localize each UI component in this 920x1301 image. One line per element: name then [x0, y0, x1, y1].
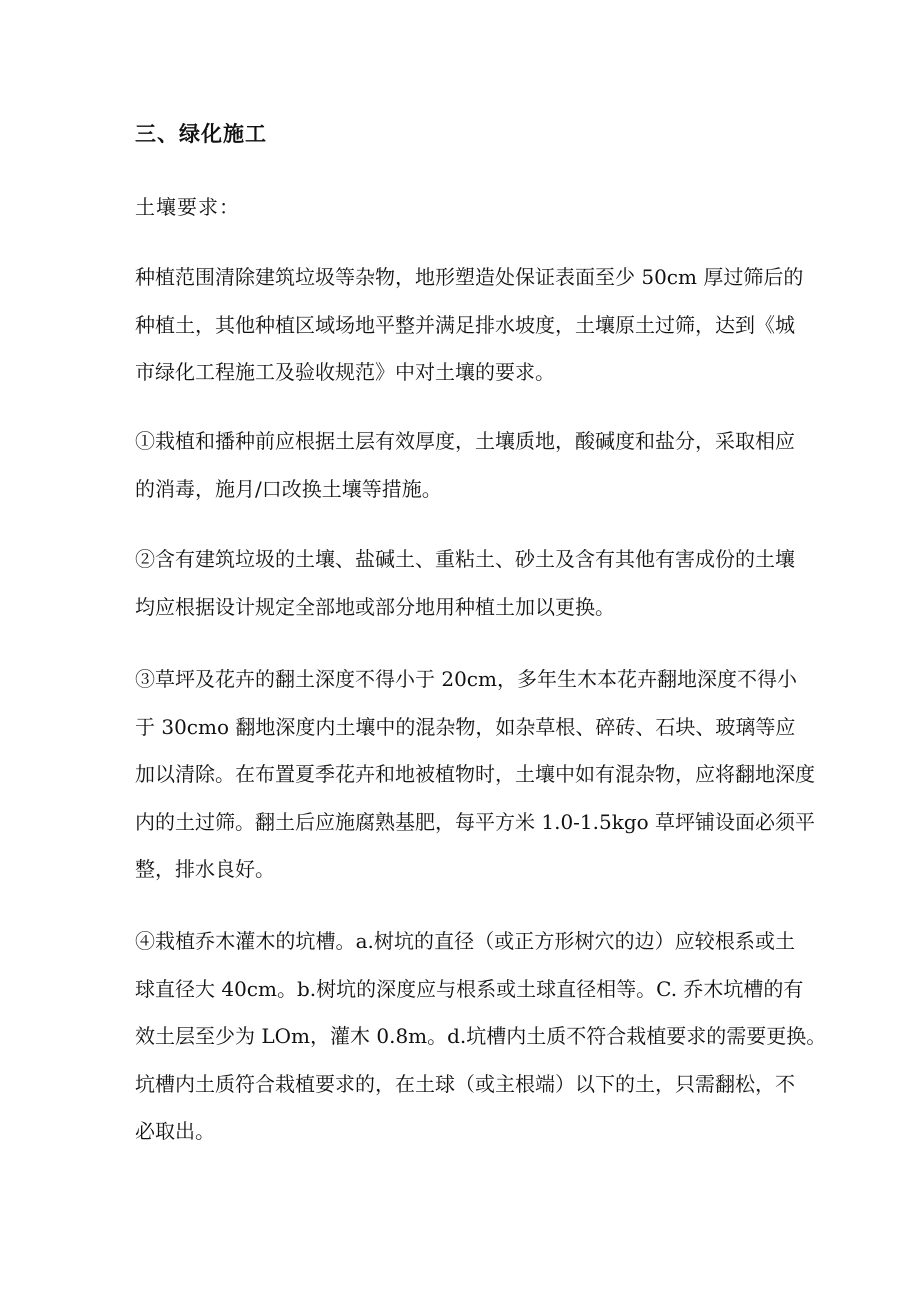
- text-line: 种植土，其他种植区域场地平整并满足排水坡度，土壤原土过筛，达到《城: [135, 312, 795, 337]
- paragraph-item-1: [135, 418, 795, 513]
- paragraph-item-4: [135, 918, 827, 1156]
- text-line: 均应根据设计规定全部地或部分地用种植土加以更换。: [135, 594, 615, 619]
- section-heading: 三、绿化施工: [135, 122, 267, 146]
- text-line: ②含有建筑垃圾的土壤、盐碱土、重粘土、砂土及含有其他有害成份的土壤: [135, 547, 795, 571]
- text-line: 于 30cmo 翻地深度内土壤中的混杂物，如杂草根、碎砖、石块、玻璃等应: [135, 714, 796, 739]
- paragraph-item-2: [135, 536, 795, 631]
- paragraph-soil-clearing: [135, 254, 804, 397]
- text-line: 球直径大 40cm。b.树坑的深度应与根系或土球直径相等。C. 乔木坑槽的有: [135, 976, 804, 1001]
- text-line: 市绿化工程施工及验收规范》中对土壤的要求。: [135, 360, 555, 384]
- text-line: 必取出。: [135, 1119, 215, 1143]
- subsection-label: 土壤要求：: [135, 195, 240, 219]
- text-line: 效土层至少为 LOm，灌木 0.8m。d.坑槽内土质不符合栽植要求的需要更换。: [135, 1024, 827, 1048]
- text-line: 整，排水良好。: [135, 857, 275, 881]
- text-line: 坑槽内土质符合栽植要求的，在土球（或主根端）以下的土，只需翻松，不: [135, 1071, 795, 1096]
- text-line: 内的土过筛。翻土后应施腐熟基肥，每平方米 1.0-1.5kgo 草坪铺设面必须平: [135, 809, 816, 834]
- paragraph-item-3: [135, 656, 816, 894]
- text-line: ④栽植乔木灌木的坑槽。a.树坑的直径（或正方形树穴的边）应较根系或土: [135, 929, 795, 953]
- text-line: 加以清除。在布置夏季花卉和地被植物时，土壤中如有混杂物，应将翻地深度: [135, 762, 815, 786]
- text-line: ①栽植和播种前应根据土层有效厚度，土壤质地，酸碱度和盐分，采取相应: [135, 429, 795, 453]
- text-line: 种植范围清除建筑垃圾等杂物，地形塑造处保证表面至少 50cm 厚过筛后的: [135, 265, 804, 289]
- text-line: 的消毒，施月/口改换土壤等措施。: [135, 476, 442, 501]
- text-line: ③草坪及花卉的翻土深度不得小于 20cm，多年生木本花卉翻地深度不得小: [135, 667, 797, 691]
